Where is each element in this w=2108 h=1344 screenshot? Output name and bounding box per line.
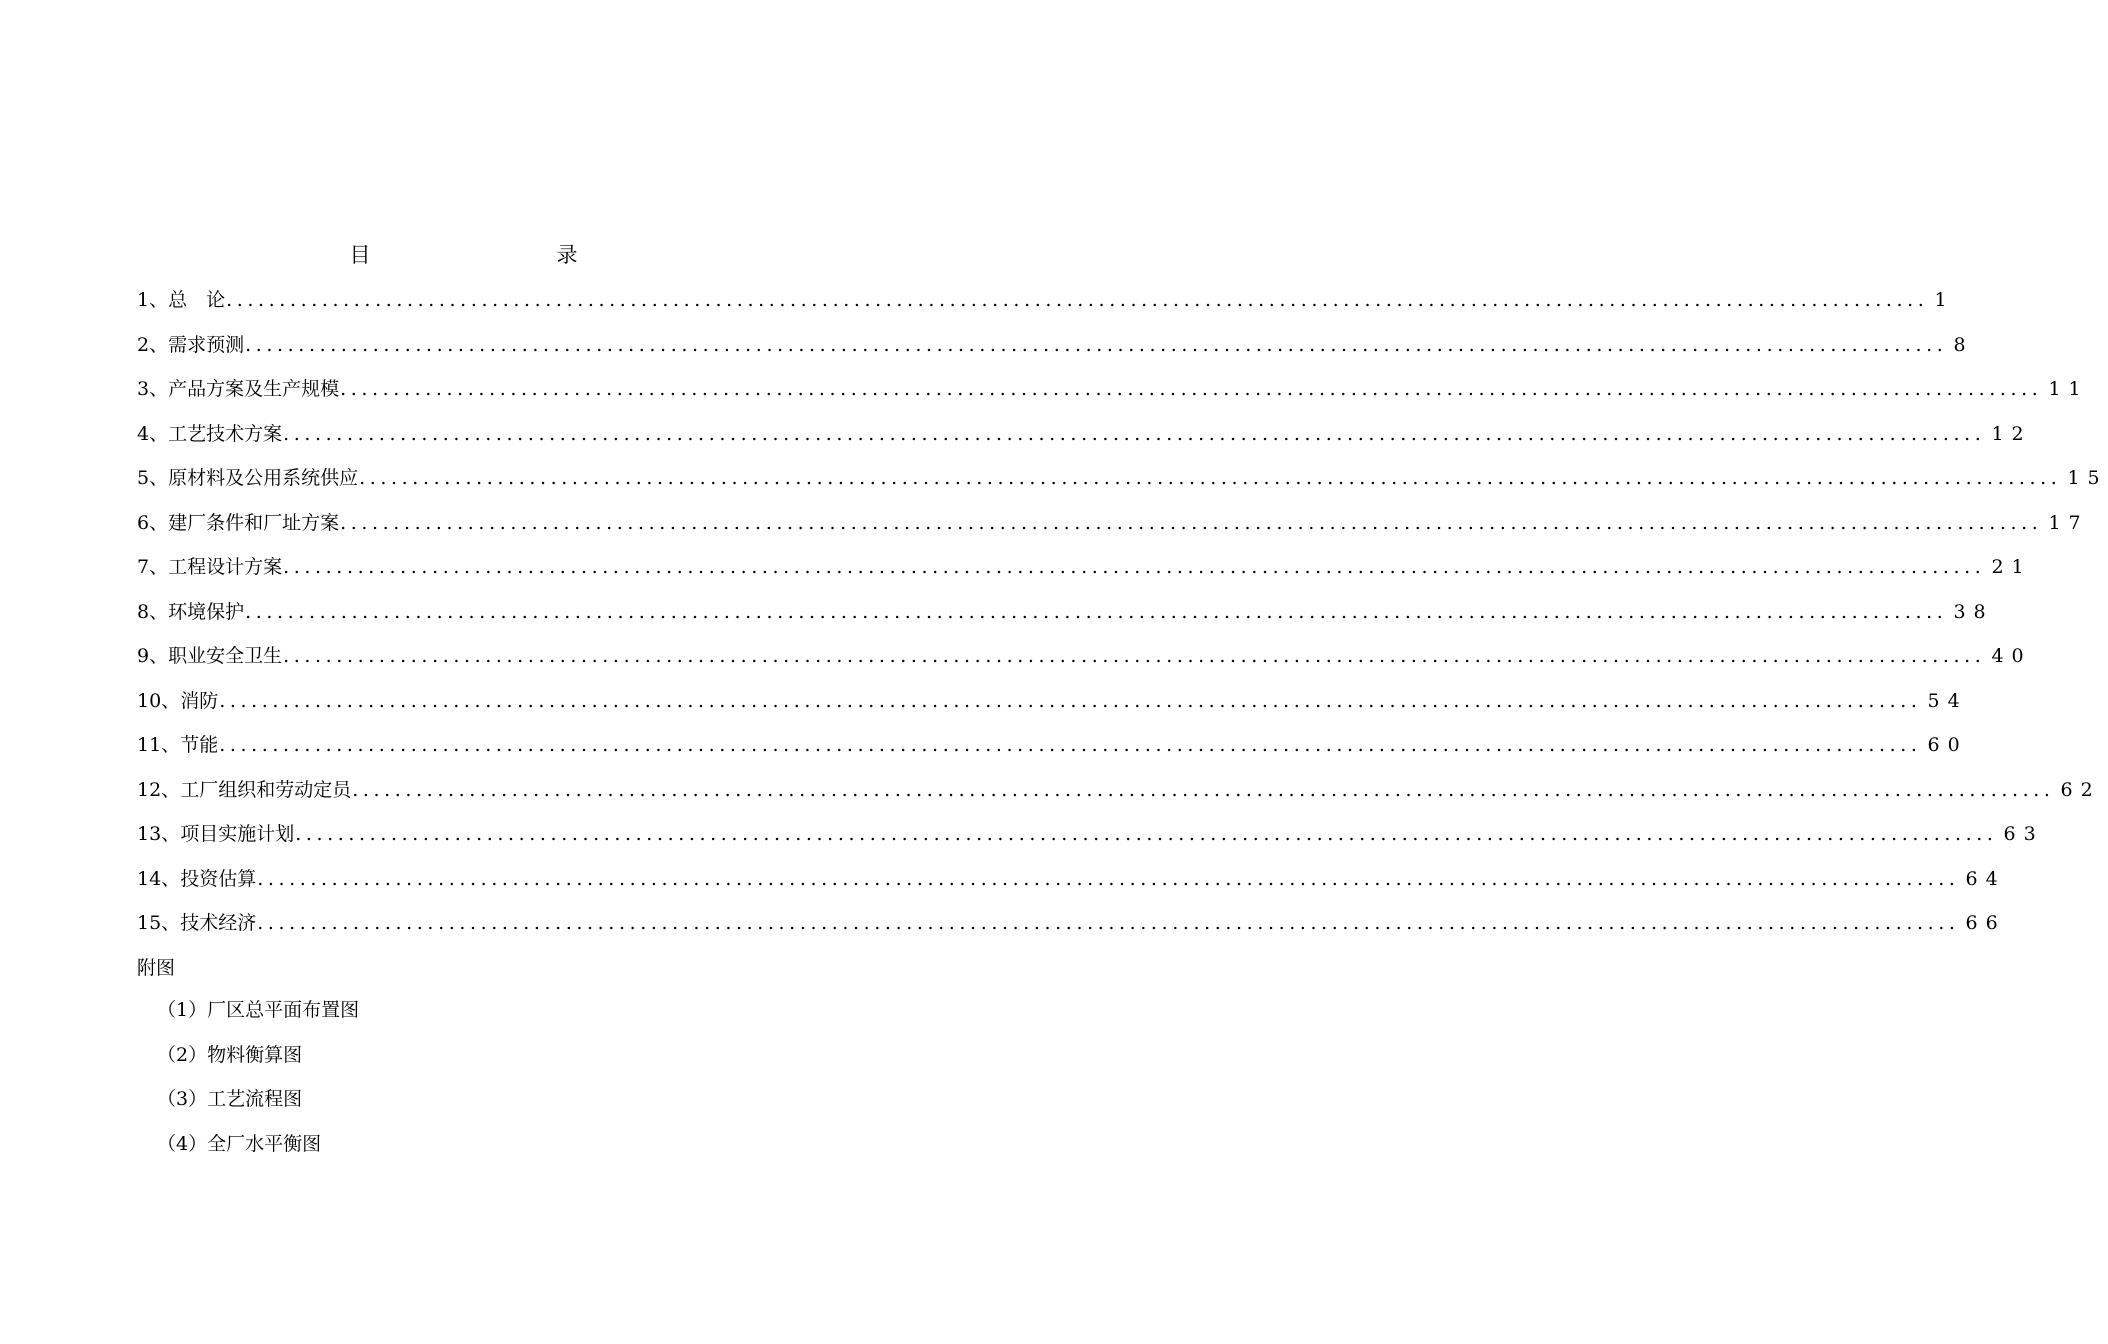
toc-entry-label: 总 论: [168, 289, 226, 311]
toc-entry-number: 5、: [137, 467, 169, 489]
toc-entry-number: 14、: [137, 867, 181, 890]
toc-entry-page-number: 17: [2048, 511, 2089, 534]
appendix-list: [157, 995, 359, 1173]
toc-entry-label: 原材料及公用系统供应: [168, 467, 359, 489]
appendix-item: （2）物料衡算图: [157, 1043, 303, 1066]
toc-dot-leader: ................................................................................................................................................................: [340, 511, 2043, 534]
toc-entry-page-number: 11: [2048, 378, 2089, 400]
toc-entry[interactable]: [137, 864, 2006, 909]
appendix-heading: 附图: [137, 957, 176, 979]
toc-entry-page-number: 60: [1927, 734, 1968, 756]
toc-dot-leader: ................................................................................................................................................................: [359, 467, 2062, 489]
toc-dot-leader: ................................................................................................................................................................: [245, 333, 1948, 356]
toc-dot-leader: ................................................................................................................................................................: [340, 378, 2043, 400]
toc-title: 目 录: [349, 243, 626, 267]
toc-entry-label: 投资估算: [180, 867, 257, 890]
toc-entry-page-number: 62: [2060, 778, 2101, 801]
toc-entry[interactable]: [137, 819, 2044, 864]
toc-entry-number: 13、: [137, 823, 181, 845]
toc-entry[interactable]: [137, 463, 2108, 508]
toc-dot-leader: ................................................................................................................................................................: [295, 823, 1998, 845]
toc-list: [137, 285, 2108, 953]
toc-entry-page-number: 21: [1991, 556, 2032, 578]
appendix-item: （4）全厂水平衡图: [157, 1132, 322, 1155]
appendix-item: （1）厂区总平面布置图: [157, 999, 360, 1021]
toc-entry-page-number: 64: [1965, 867, 2006, 890]
toc-entry[interactable]: [137, 419, 2032, 464]
toc-entry-number: 9、: [137, 645, 169, 667]
toc-entry-label: 消防: [180, 689, 219, 712]
toc-entry-label: 工艺技术方案: [168, 422, 283, 445]
toc-entry-number: 4、: [137, 422, 169, 445]
appendix-item: （3）工艺流程图: [157, 1088, 303, 1110]
toc-dot-leader: ................................................................................................................................................................: [245, 600, 1948, 623]
toc-dot-leader: ................................................................................................................................................................: [352, 778, 2055, 801]
toc-entry[interactable]: [137, 775, 2101, 820]
toc-entry-page-number: 66: [1965, 912, 2006, 934]
toc-entry[interactable]: [137, 597, 1994, 642]
toc-dot-leader: ................................................................................................................................................................: [257, 912, 1960, 934]
toc-entry-label: 环境保护: [168, 600, 245, 623]
toc-dot-leader: ................................................................................................................................................................: [226, 289, 1929, 311]
toc-entry-number: 2、: [137, 333, 169, 356]
toc-entry-page-number: 63: [2003, 823, 2044, 845]
toc-entry-label: 工程设计方案: [168, 556, 283, 578]
toc-entry-page-number: 54: [1927, 689, 1968, 712]
toc-entry-number: 10、: [137, 689, 181, 712]
toc-entry-label: 职业安全卫生: [168, 645, 283, 667]
toc-entry-number: 7、: [137, 556, 169, 578]
toc-entry[interactable]: [137, 508, 2089, 553]
toc-entry[interactable]: [137, 641, 2032, 686]
toc-entry-label: 需求预测: [168, 333, 245, 356]
toc-entry-label: 建厂条件和厂址方案: [168, 511, 340, 534]
toc-entry-page-number: 38: [1953, 600, 1994, 623]
toc-entry-number: 3、: [137, 378, 169, 400]
toc-entry[interactable]: [137, 374, 2089, 419]
toc-entry[interactable]: [137, 330, 1974, 375]
toc-entry[interactable]: [137, 285, 1955, 330]
toc-entry-label: 产品方案及生产规模: [168, 378, 340, 400]
toc-entry-number: 15、: [137, 912, 181, 934]
toc-entry-number: 6、: [137, 511, 169, 534]
toc-entry[interactable]: [137, 908, 2006, 953]
toc-entry-page-number: 15: [2067, 467, 2108, 489]
toc-dot-leader: ................................................................................................................................................................: [219, 689, 1922, 712]
toc-dot-leader: ................................................................................................................................................................: [257, 867, 1960, 890]
toc-entry-page-number: 12: [1991, 422, 2032, 445]
toc-dot-leader: ................................................................................................................................................................: [283, 422, 1986, 445]
toc-entry-label: 节能: [180, 734, 219, 756]
toc-entry-number: 11、: [137, 734, 181, 756]
toc-entry-number: 1、: [137, 289, 169, 311]
toc-dot-leader: ................................................................................................................................................................: [219, 734, 1922, 756]
toc-entry[interactable]: [137, 686, 1968, 731]
toc-entry-page-number: 8: [1953, 333, 1974, 356]
toc-entry-page-number: 1: [1934, 289, 1955, 311]
toc-entry-number: 8、: [137, 600, 169, 623]
toc-entry-page-number: 40: [1991, 645, 2032, 667]
toc-dot-leader: ................................................................................................................................................................: [283, 645, 1986, 667]
toc-entry-label: 项目实施计划: [180, 823, 295, 845]
toc-entry[interactable]: [137, 552, 2032, 597]
toc-entry[interactable]: [137, 730, 1968, 775]
toc-dot-leader: ................................................................................................................................................................: [283, 556, 1986, 578]
toc-entry-label: 工厂组织和劳动定员: [180, 778, 352, 801]
toc-entry-number: 12、: [137, 778, 181, 801]
toc-entry-label: 技术经济: [180, 912, 257, 934]
